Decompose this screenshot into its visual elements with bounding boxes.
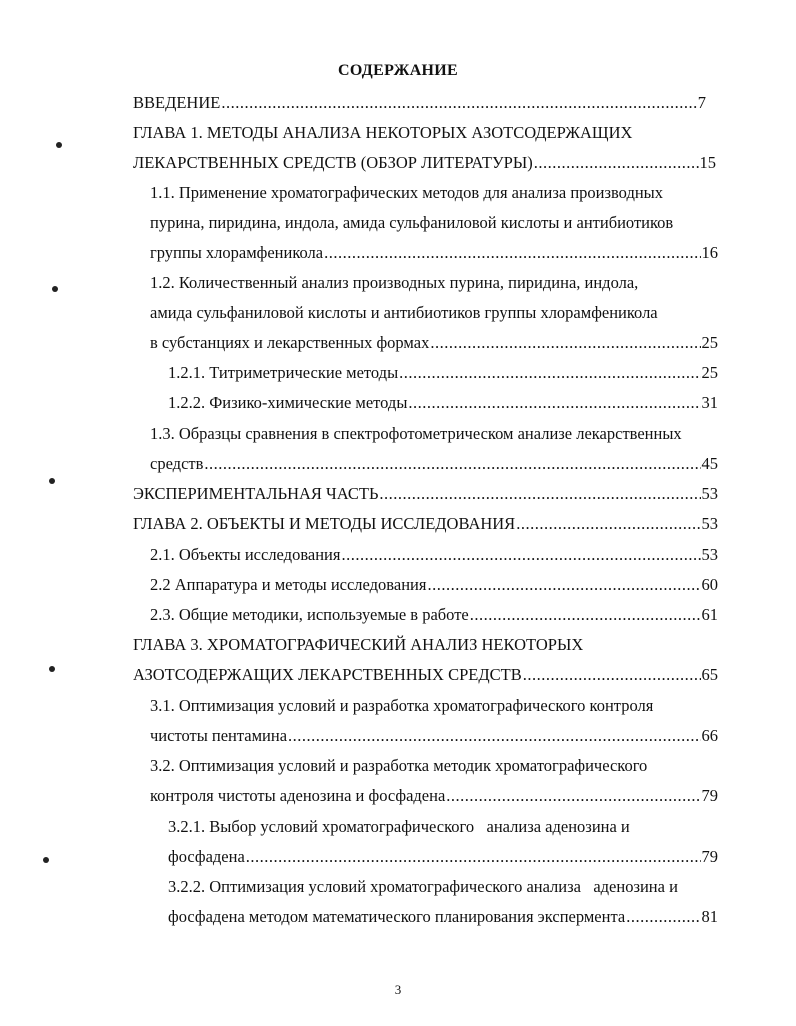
toc-entry-chapter-1 xyxy=(133,152,716,174)
toc-page-number: 25 xyxy=(701,333,718,352)
toc-entry-text: ГЛАВА 1. МЕТОДЫ АНАЛИЗА НЕКОТОРЫХ АЗОТСОДЕРЖАЩИХ xyxy=(133,123,633,142)
toc-entry-text: 3.1. Оптимизация условий и разработка хроматографического контроля xyxy=(150,696,654,715)
toc-page-number: 79 xyxy=(701,847,718,866)
toc-entry-3-2-1-line1 xyxy=(168,816,736,838)
toc-entry-3-2 xyxy=(150,785,718,807)
toc-page-number: 53 xyxy=(701,484,718,503)
toc-page-number: 60 xyxy=(701,575,718,594)
binding-mark xyxy=(49,666,55,672)
dot-leader xyxy=(523,664,701,686)
toc-entry-chapter-3 xyxy=(133,664,718,686)
toc-entry-1-3 xyxy=(150,453,718,475)
toc-page-number: 61 xyxy=(701,605,718,624)
toc-entry-text: чистоты пентамина xyxy=(150,726,288,745)
toc-entry-1-3-line1 xyxy=(150,423,736,445)
toc-entry-1-1 xyxy=(150,242,718,264)
dot-leader xyxy=(516,513,700,535)
toc-entry-text: 3.2.2. Оптимизация условий хроматографического анализа аденозина и xyxy=(168,877,678,896)
binding-mark xyxy=(43,857,49,863)
toc-entry-1-2-1 xyxy=(168,362,718,384)
toc-entry-2-1 xyxy=(150,544,718,566)
toc-entry-1-1-line1 xyxy=(150,182,736,204)
toc-entry-text: 1.2.1. Титриметрические методы xyxy=(168,363,399,382)
toc-entry-chapter-3-line1 xyxy=(133,634,736,656)
toc-entry-text: 2.2 Аппаратура и методы исследования xyxy=(150,575,427,594)
dot-leader xyxy=(470,604,701,626)
toc-entry-text: в субстанциях и лекарственных формах xyxy=(150,333,430,352)
dot-leader xyxy=(204,453,700,475)
toc-entry-2-3 xyxy=(150,604,718,626)
toc-page-number: 53 xyxy=(701,514,718,533)
toc-entry-text: 1.3. Образцы сравнения в спектрофотометрическом анализе лекарственных xyxy=(150,424,682,443)
binding-mark xyxy=(52,286,58,292)
toc-entry-text: ГЛАВА 3. ХРОМАТОГРАФИЧЕСКИЙ АНАЛИЗ НЕКОТОРЫХ xyxy=(133,635,584,654)
toc-entry-text: АЗОТСОДЕРЖАЩИХ ЛЕКАРСТВЕННЫХ СРЕДСТВ xyxy=(133,665,522,684)
toc-entry-chapter-1-line1 xyxy=(133,122,706,144)
toc-page-number: 45 xyxy=(701,454,718,473)
toc-entry-3-2-2-line1 xyxy=(168,876,736,898)
toc-entry-text: фосфадена методом математического планирования экспермента xyxy=(168,907,626,926)
toc-entry-3-2-line1 xyxy=(150,755,736,777)
page-number: 3 xyxy=(394,982,402,997)
toc-entry-3-2-1 xyxy=(168,846,718,868)
dot-leader xyxy=(379,483,700,505)
toc-page-number: 65 xyxy=(701,665,718,684)
toc-entry-1-1-line2 xyxy=(150,212,736,234)
toc-page-number: 15 xyxy=(699,153,716,172)
toc-entry-3-2-2 xyxy=(168,906,718,928)
dot-leader xyxy=(341,544,700,566)
toc-entry-experimental xyxy=(133,483,718,505)
dot-leader xyxy=(399,362,700,384)
dot-leader xyxy=(221,92,696,114)
dot-leader xyxy=(288,725,700,747)
toc-entry-text: пурина, пиридина, индола, амида сульфаниловой кислоты и антибиотиков xyxy=(150,213,674,232)
dot-leader xyxy=(324,242,700,264)
toc-page-number: 66 xyxy=(701,726,718,745)
binding-mark xyxy=(56,142,62,148)
toc-entry-2-2 xyxy=(150,574,718,596)
dot-leader xyxy=(626,906,700,928)
toc-entry-text: амида сульфаниловой кислоты и антибиотиков группы хлорамфеникола xyxy=(150,303,658,322)
toc-entry-1-2-2 xyxy=(168,392,718,414)
toc-entry-1-2-line1 xyxy=(150,272,736,294)
dot-leader xyxy=(430,332,700,354)
toc-entry-chapter-2 xyxy=(133,513,718,535)
toc-page-number: 31 xyxy=(701,393,718,412)
toc-page-number: 7 xyxy=(697,93,706,112)
toc-title: СОДЕРЖАНИЕ xyxy=(337,62,459,79)
toc-entry-text: 2.1. Объекты исследования xyxy=(150,545,341,564)
toc-entry-text: группы хлорамфеникола xyxy=(150,243,324,262)
toc-entry-text: 2.3. Общие методики, используемые в работе xyxy=(150,605,469,624)
toc-page-number: 79 xyxy=(701,786,718,805)
dot-leader xyxy=(534,152,699,174)
toc-page-number: 53 xyxy=(701,545,718,564)
dot-leader xyxy=(246,846,701,868)
dot-leader xyxy=(427,574,700,596)
toc-entry-text: 3.2.1. Выбор условий хроматографического анализа аденозина и xyxy=(168,817,630,836)
toc-page-number: 25 xyxy=(701,363,718,382)
toc-entry-introduction xyxy=(133,92,706,114)
toc-entry-1-2 xyxy=(150,332,718,354)
toc-entry-text: ВВЕДЕНИЕ xyxy=(133,93,221,112)
toc-page-number: 16 xyxy=(701,243,718,262)
dot-leader xyxy=(446,785,700,807)
toc-entry-3-1-line1 xyxy=(150,695,736,717)
toc-entry-1-2-line2 xyxy=(150,302,736,324)
toc-entry-text: фосфадена xyxy=(168,847,245,866)
toc-entry-text: контроля чистоты аденозина и фосфадена xyxy=(150,786,446,805)
dot-leader xyxy=(408,392,700,414)
toc-entry-text: ГЛАВА 2. ОБЪЕКТЫ И МЕТОДЫ ИССЛЕДОВАНИЯ xyxy=(133,514,516,533)
toc-entry-text: средств xyxy=(150,454,204,473)
toc-entry-text: 1.1. Применение хроматографических методов для анализа производных xyxy=(150,183,664,202)
toc-entry-text: 3.2. Оптимизация условий и разработка методик хроматографического xyxy=(150,756,648,775)
toc-page-number: 81 xyxy=(701,907,718,926)
toc-entry-text: ЭКСПЕРИМЕНТАЛЬНАЯ ЧАСТЬ xyxy=(133,484,379,503)
toc-entry-3-1 xyxy=(150,725,718,747)
binding-mark xyxy=(49,478,55,484)
toc-entry-text: 1.2.2. Физико-химические методы xyxy=(168,393,408,412)
toc-entry-text: ЛЕКАРСТВЕННЫХ СРЕДСТВ (ОБЗОР ЛИТЕРАТУРЫ) xyxy=(133,153,533,172)
toc-entry-text: 1.2. Количественный анализ производных пурина, пиридина, индола, xyxy=(150,273,639,292)
